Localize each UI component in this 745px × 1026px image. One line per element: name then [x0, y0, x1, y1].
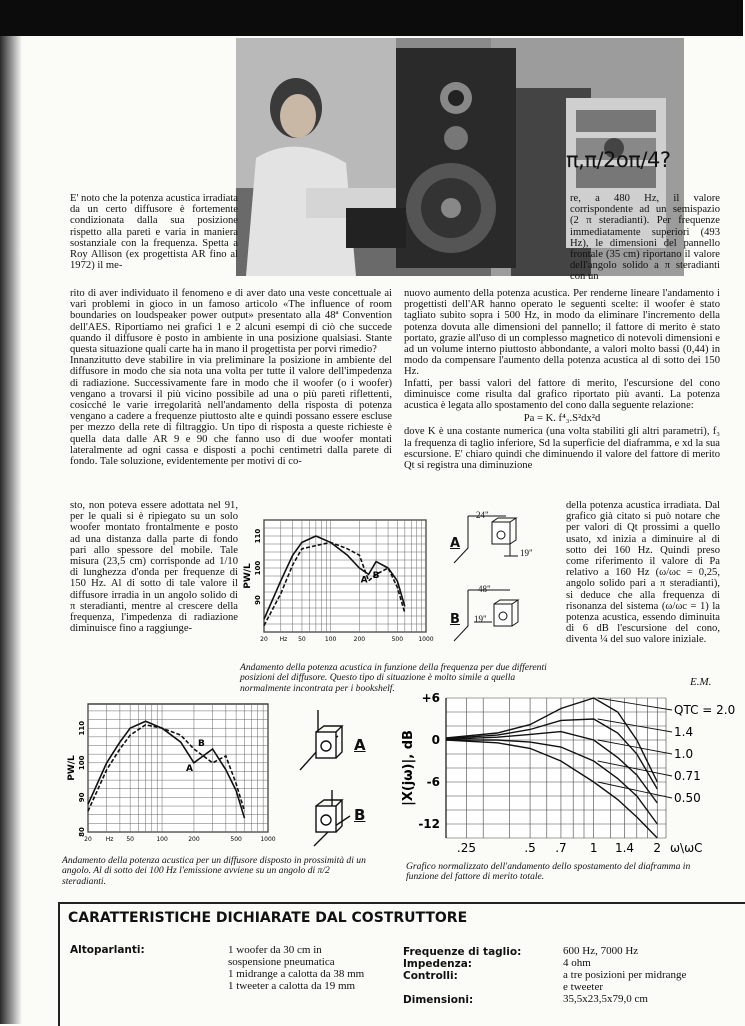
spec-value-controlli	[563, 969, 686, 993]
chart3-x-tick-4: 1.4	[614, 841, 635, 855]
spec-altoparlanti-line4: 1 tweeter a calotta da 19 mm	[228, 980, 356, 992]
chart2-series-label-B: B	[197, 738, 205, 749]
chart1-x-tick-1: Hz	[279, 636, 288, 643]
chart1-y-tick-1: 100	[254, 560, 262, 576]
dimension-19-b: 19"	[474, 614, 487, 624]
dimension-48: 48"	[478, 584, 491, 594]
spec-value-altoparlanti	[228, 944, 364, 992]
spec-label-altoparlanti: Altoparlanti:	[70, 944, 145, 956]
chart2-plot-area	[88, 704, 268, 832]
specifications-title: CARATTERISTICHE DICHIARATE DAL COSTRUTTORE	[68, 910, 468, 926]
spec-value-impedenza: 4 ohm	[563, 957, 591, 969]
chart3-x-tick-0: .25	[456, 841, 477, 855]
page-top-bar	[0, 0, 743, 36]
chart1-series-label-A: A	[360, 575, 368, 586]
chart2-x-tick-0: 20	[84, 836, 92, 843]
chart1-y-tick-2: 90	[254, 595, 262, 605]
column2-paragraph3: dove K è una costante numerica (una volta stabiliti gli altri parametri), f₃ la frequenza di taglio inferiore, Sd la superficie del diaframma, e xd la sua escursione. E' chiaro quindi che diminuendo il valore del fattore di merito Qt si registra una diminuzione	[404, 426, 720, 472]
chart2-svg	[64, 700, 274, 848]
chart3-y-tick-1: 0	[431, 733, 440, 747]
caption-chart2: Andamento della potenza acustica per un diffusore disposto in prossimità di un angolo. Al di sotto dei 100 Hz l'emissione avviene su un angolo di π/2 steradianti.	[62, 855, 366, 887]
spec-altoparlanti-line3: 1 midrange a calotta da 38 mm	[228, 968, 365, 980]
signature: E.M.	[690, 676, 712, 688]
column2-paragraph1: nuovo aumento della potenza acustica. Per renderne lineare l'andamento i progettisti dell'AR hanno operato le seguenti scelte: il woofer è stato tagliato subito sopra i 500 Hz, in modo da eliminare l'incremento della potenza dovuta alle dimensioni del pannello; il fattore di merito è stato portato, grazie all'uso di un complesso magnetico di notevoli dimensioni e ad un volume interno piuttosto abbondante, a valori molto bassi (0,44) in modo da compensare l'aumento della potenza acustica al di sotto dei 150 Hz.	[404, 288, 720, 378]
chart2-x-tick-1: Hz	[105, 836, 114, 843]
chart3-x-tick-2: .7	[555, 841, 567, 855]
chart3-x-tick-5: 2	[653, 841, 662, 855]
chart2-y-tick-0: 110	[78, 720, 86, 736]
spec-label-impedenza: Impedenza:	[403, 958, 472, 970]
dimension-24: 24"	[476, 510, 489, 520]
chart3-y-tick-3: -12	[418, 817, 440, 831]
chart1-x-tick-6: 1000	[418, 636, 434, 643]
column2-top-text: re, a 480 Hz, il valore corrispondente ad un semispazio (2 π steradianti). Per frequenze immediatamente superiori (493 Hz), le dimensioni del pannello frontale (35 cm) riportano il valore dell'angolo solido a π steradianti con un	[570, 193, 720, 283]
chart1-series-label-B: B	[372, 570, 380, 581]
caption-chart1: Andamento della potenza acustica in funzione della frequenza per due differenti posizioni del diffusore. Questo tipo di situazione è molto simile a quella normalmente incontrata per i bookshelf.	[240, 662, 547, 694]
intro-left-text: E' noto che la potenza acustica irradiata da un certo diffusore è fortemente condizionata dalla sua posizione rispetto alla pareti e varia in maniera sostanziale con la frequenza. Spetta a Roy Allison (ex progettista AR fino al 1972) il me-	[70, 193, 238, 272]
large-position-b-label: B	[354, 806, 366, 824]
chart3-ylabel: |X(jω)|, dB	[401, 730, 416, 806]
position-b-label: B	[450, 612, 460, 627]
chart2-x-tick-2: 50	[126, 836, 134, 843]
caption-chart3: Grafico normalizzato dell'andamento dello spostamento del diaframma in funzione del fattore di merito totale.	[406, 861, 691, 883]
chart2-ylabel: PW/L	[67, 755, 77, 781]
chart3-series-label-2: 1.0	[674, 747, 694, 761]
chart1-x-tick-2: 50	[298, 636, 306, 643]
chart1-x-tick-5: 500	[391, 636, 404, 643]
spec-label-controlli: Controlli:	[403, 970, 458, 982]
column1-text	[70, 288, 392, 467]
chart3-xlabel: ω\ωC	[670, 841, 703, 855]
chart-displacement-vs-q	[398, 690, 736, 867]
section-heading: π,π/2oπ/4?	[566, 148, 671, 172]
formula: Pa = K. f⁴₃.S²dx²d	[523, 413, 601, 425]
chart2-y-tick-3: 80	[78, 827, 86, 837]
column1-paragraph1: rito di aver individuato il fenomeno e di aver dato una veste concettuale ai vari problemi in gioco in un famoso articolo «The influence of room boundaries on loudspeaker power output» presentato alla 48ª Convention dell'AES. Riportiamo nei grafici 1 e 2 alcuni esempi di ciò che succede quando il diffusore è posto in ambiente in una posizione qualsiasi. Stante questa situazione quali carte ha in mano il progettista per porvi rimedio?	[70, 288, 392, 356]
chart3-x-tick-1: .5	[524, 841, 536, 855]
chart1-svg	[242, 516, 432, 646]
spec-altoparlanti-line2: sospensione pneumatica	[228, 956, 335, 968]
dimension-19-a: 19"	[520, 548, 533, 558]
column1-paragraph2: Innanzitutto deve stabilire in via preliminare la posizione in ambiente del diffusore in modo che sia nota una volta per tutte il valore dell'impedenza di radiazione. Successivamente fare in modo che il woofer (o i woofer) vengano a trovarsi il più vicino possibile ad una o più pareti riflettenti, cosicché le varie irregolarità nell'andamento della risposta di potenza vengano a cadere a frequenze piuttosto alte e quindi possano essere escluse per mezzo della rete di filtraggio. Un tipo di risposta a queste richieste è quella data dalle AR 9 e 90 che fanno uso di due woofer montati lateralmente ad ogni cassa e disposti a pochi centimetri dalla parete di fondo. Tale soluzione, evidentemente per motivi di co-	[70, 355, 392, 468]
chart1-ylabel: PW/L	[243, 563, 253, 589]
chart3-series-label-4: 0.50	[674, 791, 701, 805]
chart3-y-tick-2: -6	[426, 775, 440, 789]
spec-altoparlanti-line1: 1 woofer da 30 cm in	[228, 944, 322, 956]
spec-controlli-line1: a tre posizioni per midrange	[563, 969, 687, 981]
spec-value-dimensioni: 35,5x23,5x79,0 cm	[563, 993, 648, 1005]
page-binding-shadow	[0, 36, 22, 1024]
chart-power-vs-frequency-1	[242, 516, 432, 651]
chart2-y-tick-1: 100	[78, 755, 86, 771]
spec-label-dimensioni: Dimensioni:	[403, 994, 474, 1006]
spec-label-frequenze: Frequenze di taglio:	[403, 946, 522, 958]
column2-text	[404, 288, 720, 471]
chart2-x-tick-4: 200	[188, 836, 200, 843]
column2-paragraph2: Infatti, per bassi valori del fattore di merito, l'escursione del cono diminuisce come risulta dal grafico riportato più avanti. La potenza acustica è legata allo spostamento del cono dalla seguente relazione:	[404, 377, 720, 412]
chart1-x-tick-3: 100	[324, 636, 337, 643]
chart2-x-tick-6: 1000	[260, 836, 276, 843]
large-position-a-label: A	[354, 736, 366, 754]
chart3-svg	[398, 690, 736, 862]
column2-narrow-text: della potenza acustica irradiata. Dal grafico già citato si può notare che per valori di Qt prossimi a quello usato, xd inizia a diminuire al di sotto dei 160 Hz. Quindi preso come riferimento il valore di Pa relativo a 160 Hz (ω/ωc = 0,25, angolo solido pari a π steradianti), si deduce che alla frequenza di risonanza del sistema (ω/ωc = 1) la potenza acustica, essendo diminuita di 6 dB l'escursione del cono, diventa ¼ del suo valore iniziale.	[566, 500, 720, 646]
chart3-y-tick-0: +6	[421, 691, 440, 705]
chart2-x-tick-5: 500	[230, 836, 242, 843]
column1-narrow-text: sto, non poteva essere adottata nel 91, per le quali si è ripiegato su un solo woofer montato frontalmente e posto ad una distanza dalla parte di fondo pari allo spessore del mobile. Tale misura (23,5 cm) corrisponde ad 1/10 di lunghezza d'onda per frequenze di 150 Hz. Al di sotto di tale valore il diffusore irradia in un angolo solido di π steradianti, mentre al crescere della frequenza, l'impedenza di radiazione diminuisce fino a raggiunge-	[70, 500, 238, 635]
chart3-series-label-3: 0.71	[674, 769, 701, 783]
chart1-x-tick-4: 200	[353, 636, 366, 643]
chart1-y-tick-0: 110	[254, 528, 262, 544]
chart2-y-tick-2: 90	[78, 792, 86, 803]
chart3-x-tick-3: 1	[589, 841, 598, 855]
figure-speaker-positions-small	[446, 508, 564, 668]
chart1-x-tick-0: 20	[260, 636, 268, 643]
chart-power-vs-frequency-2	[64, 700, 274, 853]
spec-controlli-line2: e tweeter	[563, 981, 603, 993]
chart3-series-label-0: QTC = 2.0	[674, 703, 736, 717]
chart2-x-tick-3: 100	[156, 836, 168, 843]
position-a-label: A	[450, 536, 461, 551]
chart3-series-label-1: 1.4	[674, 725, 694, 739]
figure-speaker-positions-large	[292, 700, 392, 850]
chart2-series-label-A: A	[185, 763, 193, 774]
spec-value-frequenze: 600 Hz, 7000 Hz	[563, 945, 639, 957]
